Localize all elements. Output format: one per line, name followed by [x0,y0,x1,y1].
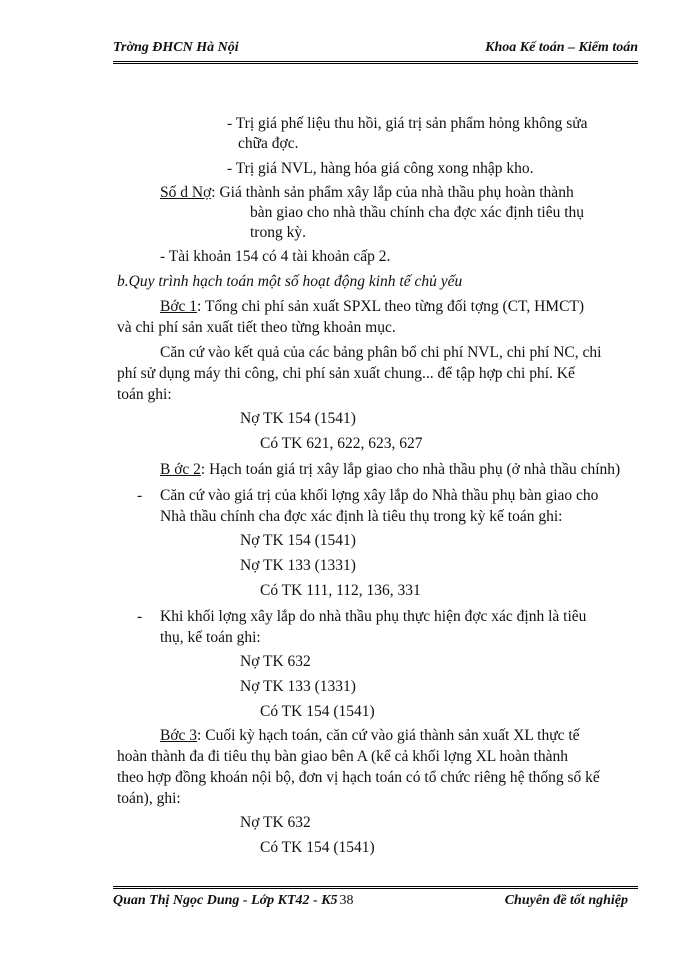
journal-entry: Nợ TK 133 (1331) [240,678,356,695]
journal-entry: Có TK 111, 112, 136, 331 [260,582,421,599]
text-line: và chi phí sản xuất tiết theo từng khoản mục. [117,319,396,336]
text-line: Căn cứ vào kết quả của các bảng phân bổ chi phí NVL, chi phí NC, chi [160,344,602,361]
page-footer [113,893,638,913]
text-line: Căn cứ vào giá trị của khối lợng xây lắp do Nhà thầu phụ bàn giao cho [160,487,599,504]
text-line: Bớc 1: Tổng chi phí sản xuất SPXL theo từng đối tợng (CT, HMCT) [160,298,585,315]
step-label: Bớc 3 [160,727,198,744]
journal-entry: Nợ TK 632 [240,653,311,670]
text-line: Nhà thầu chính cha đợc xác định là tiêu thụ trong kỳ kế toán ghi: [160,508,563,525]
step-label: B ớc 2 [160,461,201,478]
footer-author: Quan Thị Ngọc Dung - Lớp KT42 - K5 [113,893,338,908]
text-line: - Trị giá NVL, hàng hóa giá công xong nhập kho. [227,160,534,177]
text-line: bàn giao cho nhà thầu chính cha đợc xác định tiêu thụ [250,204,585,221]
journal-entry: Có TK 154 (1541) [260,839,375,856]
step-label: Bớc 1 [160,298,198,315]
text-line: Khi khối lợng xây lắp do nhà thầu phụ thực hiện đợc xác định là tiêu [160,608,587,625]
page-header [113,40,638,60]
text-line: hoàn thành đa đi tiêu thụ bàn giao bên A (kể cả khối lợng XL hoàn thành [117,748,568,765]
header-school: Trờng ĐHCN Hà Nội [113,40,239,55]
journal-entry: Có TK 154 (1541) [260,703,375,720]
bullet-dash: - [137,487,143,504]
header-rule [113,61,638,64]
text-line: - Trị giá phế liệu thu hồi, giá trị sản phẩm hỏng không sửa [227,115,588,132]
journal-entry: Nợ TK 632 [240,814,311,831]
bullet-dash: - [137,608,143,625]
text-line: theo hợp đồng khoán nội bộ, đơn vị hạch toán có tổ chức riêng hệ thống sổ kế [117,769,600,786]
footer-title: Chuyên đề tốt nghiệp [504,893,628,908]
text-line: trong kỳ. [250,224,306,241]
text-line: toán), ghi: [117,790,181,807]
page-number: 38 [339,893,354,908]
journal-entry: Nợ TK 133 (1331) [240,557,356,574]
text-line: Bớc 3: Cuối kỳ hạch toán, căn cứ vào giá thành sản xuất XL thực tế [160,727,580,744]
header-faculty: Khoa Kế toán – Kiểm toán [485,40,638,55]
text-line: - Tài khoản 154 có 4 tài khoản cấp 2. [160,248,391,265]
section-heading: b.Quy trình hạch toán một số hoạt động kinh tế chủ yếu [117,273,463,290]
text-line: phí sử dụng máy thi công, chi phí sản xuất chung... để tập hợp chi phí. Kế [117,365,575,382]
text-line: B ớc 2: Hạch toán giá trị xây lắp giao cho nhà thầu phụ (ở nhà thầu chính) [160,461,621,478]
balance-label: Số d Nợ [160,184,212,201]
text-line: Số d Nợ: Giá thành sản phẩm xây lắp của nhà thầu phụ hoàn thành [160,184,574,201]
journal-entry: Có TK 621, 622, 623, 627 [260,435,423,452]
journal-entry: Nợ TK 154 (1541) [240,532,356,549]
footer-rule [113,886,638,889]
text-line: toán ghi: [117,386,172,403]
text-line: chữa đợc. [238,135,299,152]
text-line: thụ, kế toán ghi: [160,629,261,646]
journal-entry: Nợ TK 154 (1541) [240,410,356,427]
